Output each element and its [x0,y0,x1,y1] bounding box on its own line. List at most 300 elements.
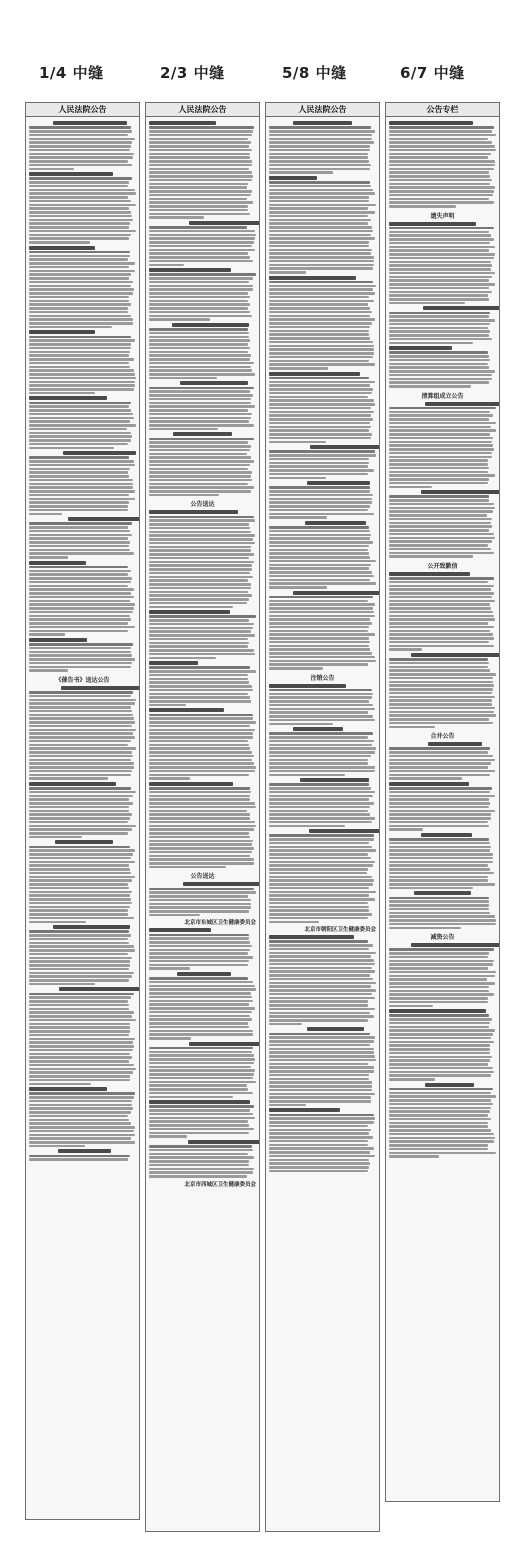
column-4 [385,102,500,1502]
text-line [149,252,248,255]
text-line [389,810,495,813]
text-line [29,168,74,171]
text-line [29,654,132,657]
text-line [389,648,422,651]
text-line [149,670,256,673]
text-line [389,919,496,922]
text-line [269,798,369,801]
text-line [269,660,376,663]
text-line [29,846,130,849]
notice-block [29,172,136,244]
text-line [149,226,247,229]
text-line [389,156,488,159]
text-line [149,561,254,564]
text-line [149,460,254,463]
text-line [29,251,130,254]
section-title: 合并公告 [430,733,455,740]
text-line [269,766,375,769]
notice-block [29,1087,136,1147]
text-line [389,294,488,297]
text-line [149,634,255,637]
text-line [29,938,128,941]
text-line [389,1137,495,1140]
notice-block [29,121,136,170]
text-line [29,439,131,442]
text-line [29,255,130,258]
text-line [29,366,130,369]
text-line [269,637,369,640]
text-line [389,130,492,133]
text-line [149,1175,247,1178]
text-line [29,556,68,559]
text-line [149,149,252,152]
text-line [29,945,134,948]
text-line [389,1133,494,1136]
text-line [149,190,252,193]
text-line [269,645,369,648]
text-line [29,787,131,790]
text-line [149,145,249,148]
text-line [29,409,131,412]
text-line [389,374,492,377]
text-line [389,718,489,721]
notice-heading [269,684,346,688]
text-line [149,981,253,984]
text-line [149,1015,250,1018]
text-line [269,1004,368,1007]
text-line [269,219,371,222]
text-line [269,630,368,633]
text-line [149,1047,253,1050]
text-line [269,872,367,875]
text-line [269,501,372,504]
text-line [29,432,131,435]
text-line [389,1129,491,1132]
text-line [29,872,131,875]
text-line [149,1084,247,1087]
text-line [389,1144,488,1147]
text-line [29,917,134,920]
text-line [389,592,494,595]
text-line [389,861,493,864]
text-line [29,402,131,405]
text-line [29,339,135,342]
text-line [389,253,495,256]
text-line [149,657,216,660]
text-line [269,582,376,585]
text-line [389,298,489,301]
text-line [269,285,376,288]
text-line [389,141,492,144]
text-line [389,1071,494,1074]
text-line [29,1079,130,1082]
text-line [269,1015,374,1018]
text-line [269,940,368,943]
text-line [269,426,371,429]
text-line [389,967,488,970]
text-line [29,326,112,329]
text-line [269,399,374,402]
notice-block [29,561,136,636]
text-line [29,530,130,533]
notice-block [29,246,136,329]
text-line [149,704,186,707]
text-line [389,261,491,264]
text-line [149,300,248,303]
text-line [149,1117,255,1120]
text-line [149,205,248,208]
text-line [149,996,252,999]
text-line [269,894,369,897]
text-line [29,828,132,831]
text-line [269,974,370,977]
text-line [389,1107,491,1110]
text-line [149,377,217,380]
text-line [389,302,465,305]
text-line [29,647,131,650]
section-title: 清算组成立公告 [421,392,464,400]
notice-block [389,782,496,831]
text-line [389,1037,491,1040]
text-line [29,288,134,291]
text-line [29,468,130,471]
text-line [269,715,373,718]
issuer-title: 北京市朝阳区卫生健康委员会 [304,927,376,933]
text-line [149,1066,251,1069]
text-line [149,486,254,489]
text-line [149,985,255,988]
text-line [389,1056,492,1059]
text-line [29,949,135,952]
text-line [149,740,248,743]
notice-heading [59,987,140,991]
text-line [29,447,114,450]
text-line [29,189,135,192]
text-line [29,369,134,372]
text-line [149,606,233,609]
text-line [269,1151,370,1154]
text-line [149,725,250,728]
text-line [149,568,252,571]
text-line [389,641,489,644]
text-line [269,226,372,229]
text-line [149,1149,253,1152]
text-line [269,450,375,453]
text-line [149,1026,249,1029]
column-2 [145,102,260,1532]
text-line [389,1029,495,1032]
text-line [149,1062,254,1065]
text-line [389,552,494,555]
label-5-8: 5/8 中缝 [282,64,347,82]
text-line [269,126,371,129]
text-line [389,645,494,648]
notice-heading [58,1149,111,1153]
text-line [389,669,490,672]
text-line [269,1093,375,1096]
text-line [269,363,375,366]
text-line [389,507,495,510]
text-line [389,312,490,315]
text-line [269,418,373,421]
text-line [269,1114,374,1117]
text-line [29,1060,129,1063]
text-line [389,323,490,326]
notice-block [269,935,376,1025]
text-line [269,1063,368,1066]
text-line [269,963,375,966]
text-line [269,526,369,529]
text-line [389,971,496,974]
notice-block [149,1140,256,1178]
text-line [29,607,134,610]
text-line [149,1105,254,1108]
text-line [389,986,489,989]
text-line [269,959,374,962]
text-line [29,934,131,937]
text-line [269,883,373,886]
notice-block [29,925,136,985]
text-line [149,273,256,276]
text-line [269,367,328,370]
notice-heading [269,1108,340,1112]
text-line [269,970,375,973]
text-line [149,264,184,267]
text-line [269,552,369,555]
text-line [389,529,489,532]
text-line [389,658,488,661]
text-line [149,1145,252,1148]
text-line [29,1126,135,1129]
text-line [269,982,376,985]
notice-block [149,1100,256,1138]
text-line [269,171,333,174]
text-line [29,1056,132,1059]
text-line [269,1159,369,1162]
text-line [389,555,473,558]
text-line [389,677,493,680]
text-line [269,337,370,340]
text-line [149,1077,253,1080]
text-line [29,658,135,661]
text-line [269,564,371,567]
text-line [269,469,374,472]
text-line [149,594,252,597]
text-line [29,836,82,839]
text-line [389,246,495,249]
text-line [149,813,250,816]
text-line [29,541,130,544]
text-line [269,230,373,233]
text-line [29,633,65,636]
text-line [149,281,249,284]
text-line [149,821,255,824]
text-line [29,222,130,225]
text-line [389,463,488,466]
text-line [149,649,254,652]
notice-heading [411,653,500,657]
text-line [269,579,370,582]
notice-block [269,276,376,370]
text-line [389,175,490,178]
text-line [269,237,375,240]
text-line [389,618,495,621]
text-line [389,1088,493,1091]
text-line [149,230,255,233]
text-line [29,755,133,758]
column-1 [25,102,140,1520]
notice-heading [53,121,127,125]
text-line [269,802,374,805]
text-line [149,441,248,444]
text-line [149,209,248,212]
text-line [29,145,131,148]
text-line [389,688,493,691]
text-line [149,1018,252,1021]
text-line [389,238,494,241]
notice-block [269,121,376,174]
text-line [269,392,372,395]
text-line [29,585,128,588]
text-line [149,494,219,497]
text-line [29,130,132,133]
text-line [389,770,495,773]
notice-heading [53,925,131,929]
text-line [269,791,375,794]
text-line [269,352,374,355]
text-line [149,674,248,677]
text-line [269,509,368,512]
text-line [149,1092,253,1095]
text-line [149,572,250,575]
text-line [269,422,370,425]
text-line [269,618,370,621]
text-line [389,342,473,345]
text-line [269,326,370,329]
text-line [389,1103,493,1106]
text-line [29,964,130,967]
text-line [269,1136,373,1139]
text-line [389,385,471,388]
text-line [149,1132,249,1135]
text-line [389,1078,435,1081]
notice-block [389,833,496,890]
text-line [29,777,108,780]
text-line [389,997,488,1000]
text-line [149,653,255,656]
text-line [149,934,249,937]
text-line [29,270,135,273]
text-line [149,988,256,991]
text-line [389,581,488,584]
text-line [269,834,374,837]
text-line [29,898,131,901]
notice-block [149,708,256,780]
text-line [29,318,133,321]
text-line [29,435,132,438]
text-line [29,1130,134,1133]
text-line [149,538,253,541]
text-line [389,637,494,640]
text-line [269,787,371,790]
text-line [389,915,495,918]
text-line [29,1068,136,1071]
text-line [389,319,495,322]
text-line [269,842,369,845]
text-line [389,1122,488,1125]
text-line [149,736,253,739]
text-line [389,227,494,230]
text-line [149,591,248,594]
notice-block [149,782,256,869]
text-line [389,338,492,341]
text-line [29,215,132,218]
text-line [149,160,252,163]
text-line [29,413,133,416]
text-line [269,902,368,905]
notice-block [149,972,256,1040]
text-line [269,403,375,406]
text-line [269,667,323,670]
notice-heading [300,778,369,782]
text-line [149,1011,252,1014]
text-line [29,513,62,516]
notice-block [389,742,496,780]
text-line [29,185,128,188]
text-line [269,396,368,399]
text-line [149,774,249,777]
notice-block [389,891,496,929]
text-line [29,762,134,765]
text-line [149,817,250,820]
text-line [29,732,133,735]
text-line [269,433,372,436]
text-line [269,185,371,188]
text-line [269,271,306,274]
text-line [389,548,491,551]
text-line [29,1111,131,1114]
text-line [269,868,368,871]
text-line [269,921,319,924]
text-line [269,993,372,996]
text-line [269,377,369,380]
text-line [29,710,132,713]
text-line [149,862,254,865]
text-line [149,468,248,471]
text-line [269,891,376,894]
text-line [269,1085,372,1088]
text-line [149,1051,252,1054]
text-line [269,1019,368,1022]
text-line [149,598,249,601]
text-line [269,1170,368,1173]
text-line [29,384,135,387]
text-line [389,868,490,871]
text-line [29,526,128,529]
notice-block [269,684,376,726]
notice-heading [425,402,500,406]
text-line [149,630,251,633]
text-line [269,740,374,743]
text-line [389,433,490,436]
text-line [389,1118,491,1121]
text-line [149,1109,250,1112]
text-line [29,1092,135,1095]
text-line [149,318,210,321]
text-line [29,791,136,794]
text-line [269,429,369,432]
text-line [389,879,488,882]
